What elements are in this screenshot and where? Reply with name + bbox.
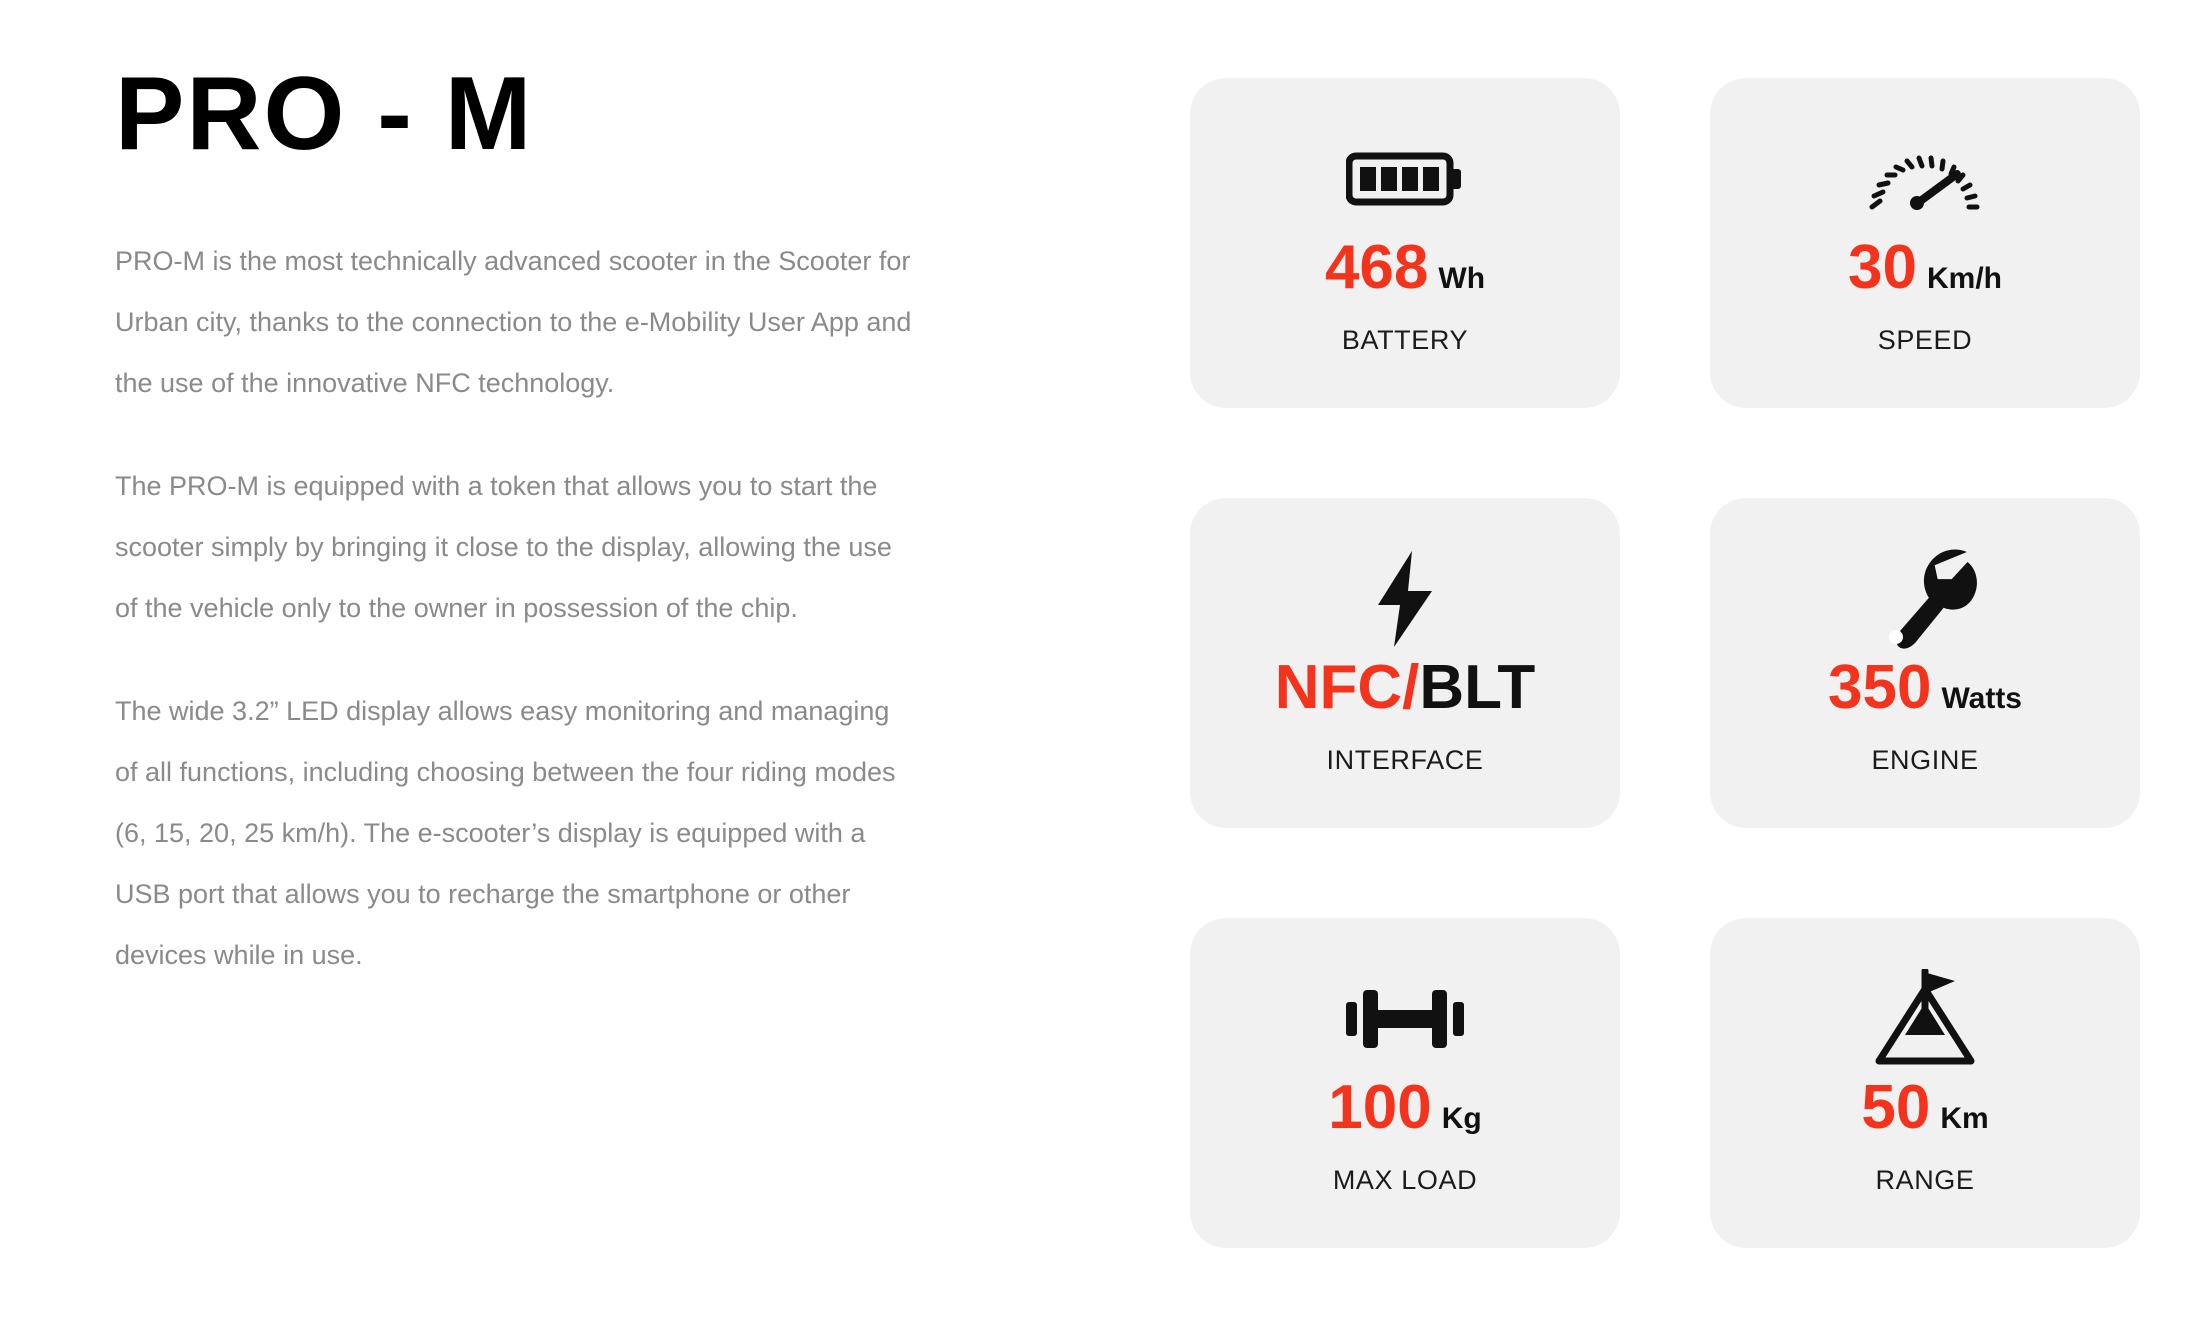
product-description-column xyxy=(60,40,1180,986)
spec-unit: Wh xyxy=(1438,261,1486,295)
spec-unit: Km xyxy=(1940,1101,1989,1135)
spec-unit: Watts xyxy=(1941,681,2022,715)
spec-label: ENGINE xyxy=(1871,744,1979,775)
lightning-bolt-icon xyxy=(1370,551,1440,647)
page-title: PRO - M xyxy=(115,56,534,172)
spec-number: 50 xyxy=(1861,1072,1931,1142)
spec-card-engine xyxy=(1710,498,2140,828)
spec-grid xyxy=(1190,78,2140,1248)
spec-value xyxy=(1274,652,1536,722)
spec-card-max-load xyxy=(1190,918,1620,1248)
spec-value xyxy=(1848,232,2002,302)
spec-label: RANGE xyxy=(1875,1164,1975,1195)
spec-number-secondary: BLT xyxy=(1419,652,1536,722)
spec-label: BATTERY xyxy=(1341,324,1469,355)
spec-value xyxy=(1324,232,1486,302)
spec-number: 30 xyxy=(1848,232,1917,302)
spec-number: 350 xyxy=(1827,652,1932,722)
spec-label: MAX LOAD xyxy=(1332,1164,1478,1195)
spec-separator: / xyxy=(1402,652,1420,722)
battery-icon xyxy=(1346,131,1464,227)
spec-card-battery xyxy=(1190,78,1620,408)
spec-card-range xyxy=(1710,918,2140,1248)
spec-number: NFC xyxy=(1274,652,1403,722)
spec-unit: Km/h xyxy=(1926,261,2002,295)
wrench-icon xyxy=(1873,551,1977,647)
spec-card-speed xyxy=(1710,78,2140,408)
spec-grid-column xyxy=(1180,40,2140,1248)
spec-value xyxy=(1328,1072,1482,1142)
spec-number: 100 xyxy=(1328,1072,1432,1142)
dumbbell-icon xyxy=(1342,971,1468,1067)
description-paragraph: PRO-M is the most technically advanced scooter in the Scooter for Urban city, thanks to the connection to the e-Mobility User App and the use of the innovative NFC technology. xyxy=(115,246,912,399)
spec-value xyxy=(1827,652,2022,722)
spec-label: INTERFACE xyxy=(1326,744,1484,775)
spec-label: SPEED xyxy=(1877,324,1973,355)
mountain-flag-icon xyxy=(1873,971,1977,1067)
spec-card-interface xyxy=(1190,498,1620,828)
spec-value xyxy=(1861,1072,1989,1142)
description-paragraph: The wide 3.2” LED display allows easy monitoring and managing of all functions, including choosing between the four riding modes (6, 15, 20, 25 km/h). The e-scooter’s display is equipped with a USB port that allows you to recharge the smartphone or other devices while in use. xyxy=(115,696,896,971)
description-paragraph: The PRO-M is equipped with a token that allows you to start the scooter simply by bringing it close to the display, allowing the use of the vehicle only to the owner in possession of the chip. xyxy=(115,471,892,624)
spec-unit: Kg xyxy=(1441,1101,1482,1135)
speedometer-icon xyxy=(1862,131,1988,227)
spec-number: 468 xyxy=(1324,232,1429,302)
